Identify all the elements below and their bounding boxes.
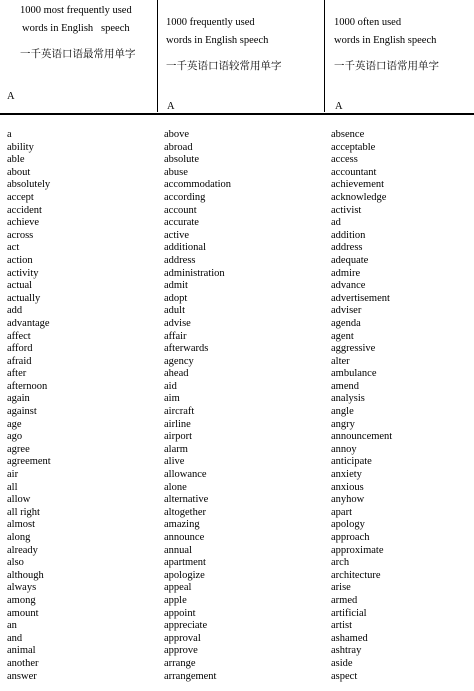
word-item: agency — [164, 355, 194, 367]
word-item: arch — [331, 557, 350, 569]
word-item: abroad — [164, 141, 193, 153]
header-english-line2: words in English speech — [166, 35, 269, 46]
word-item: alter — [331, 355, 350, 367]
section-letter: A — [335, 101, 343, 112]
word-item: achieve — [7, 217, 40, 229]
word-item: account — [164, 204, 197, 216]
word-item: abuse — [164, 166, 188, 178]
word-item: access — [331, 154, 358, 166]
word-item: afternoon — [7, 380, 48, 392]
word-item: advantage — [7, 317, 50, 329]
column-header-often — [334, 14, 472, 76]
word-item: aspect — [331, 670, 358, 682]
word-item: announcement — [331, 431, 393, 443]
word-item: ashtray — [331, 645, 362, 657]
word-item: allow — [7, 494, 31, 506]
word-item: address — [331, 242, 363, 254]
header-english-line1: 1000 most frequently used — [20, 5, 132, 16]
word-item: arise — [331, 582, 351, 594]
header-chinese: 一千英语口语较常用单字 — [166, 61, 282, 72]
header-english-line2: words in English speech — [334, 35, 437, 46]
word-item: ashamed — [331, 632, 368, 644]
word-item: airline — [164, 418, 191, 430]
word-item: apology — [331, 519, 365, 531]
header-english-line2: words in English speech — [22, 23, 130, 34]
word-item: alone — [164, 481, 187, 493]
word-item: again — [7, 393, 30, 405]
word-item: adult — [164, 305, 185, 317]
word-item: airport — [164, 431, 192, 443]
word-item: although — [7, 569, 44, 581]
word-item: a — [7, 129, 12, 140]
word-item: administration — [164, 267, 225, 279]
word-item: absolutely — [7, 179, 51, 191]
word-item: architecture — [331, 569, 381, 581]
word-item: addition — [331, 229, 366, 241]
word-item: approach — [331, 532, 370, 543]
word-item: air — [7, 469, 19, 481]
word-item: an — [7, 620, 17, 632]
word-item: adopt — [164, 292, 188, 304]
word-item: aim — [164, 393, 180, 405]
word-item: actual — [7, 280, 33, 292]
word-item: approximate — [331, 544, 384, 556]
word-item: annoy — [331, 443, 357, 455]
word-item: action — [7, 254, 33, 266]
word-column-often — [331, 129, 392, 683]
header-english-line1: 1000 often used — [334, 17, 402, 28]
word-item: among — [7, 594, 36, 606]
word-item: afford — [7, 343, 33, 355]
word-item: act — [7, 242, 20, 254]
word-item: alive — [164, 456, 185, 468]
word-item: across — [7, 229, 34, 241]
word-item: acceptable — [331, 141, 376, 153]
column-header-frequent — [166, 14, 322, 76]
word-item: almost — [7, 519, 35, 531]
word-item: age — [7, 418, 22, 430]
word-item: apartment — [164, 557, 206, 569]
word-item: arrange — [164, 657, 196, 669]
word-item: ambulance — [331, 368, 377, 380]
word-column-frequent — [164, 129, 231, 683]
word-item: actually — [7, 292, 41, 304]
word-item: against — [7, 406, 37, 418]
word-item: acknowledge — [331, 191, 387, 203]
word-item: adviser — [331, 305, 362, 317]
word-item: ad — [331, 217, 341, 229]
word-item: accept — [7, 191, 34, 203]
word-item: animal — [7, 645, 36, 657]
word-item: active — [164, 229, 190, 241]
word-item: admit — [164, 280, 188, 292]
word-item: accountant — [331, 166, 377, 178]
section-letter: A — [167, 101, 175, 112]
word-item: according — [164, 191, 206, 203]
word-item: amount — [7, 607, 39, 619]
word-column-most-frequent — [7, 129, 51, 683]
word-item: absolute — [164, 154, 199, 166]
word-item: announce — [164, 532, 205, 543]
word-item: about — [7, 166, 31, 178]
word-item: armed — [331, 594, 358, 606]
word-item: all right — [7, 506, 40, 518]
word-item: analysis — [331, 393, 365, 405]
word-item: already — [7, 544, 38, 556]
word-item: anyhow — [331, 494, 365, 506]
word-item: allowance — [164, 469, 207, 481]
word-item: appoint — [164, 607, 196, 619]
word-item: affect — [7, 330, 31, 342]
word-item: artist — [331, 620, 352, 632]
word-item: arrangement — [164, 670, 217, 682]
word-item: another — [7, 657, 39, 669]
column-divider-right — [324, 0, 325, 112]
word-item: adequate — [331, 254, 369, 266]
header-chinese: 一千英语口语最常用单字 — [20, 49, 136, 60]
word-item: able — [7, 154, 25, 166]
word-item: accurate — [164, 217, 199, 229]
word-item: ability — [7, 141, 34, 153]
header-chinese: 一千英语口语常用单字 — [334, 61, 439, 72]
word-item: appreciate — [164, 620, 208, 632]
word-item: add — [7, 305, 23, 317]
word-item: anxiety — [331, 469, 362, 481]
word-item: activity — [7, 267, 39, 279]
word-item: agent — [331, 330, 354, 342]
word-item: accident — [7, 204, 42, 216]
word-item: above — [164, 129, 190, 140]
word-item: apart — [331, 506, 352, 518]
word-item: agreement — [7, 456, 51, 468]
word-item: afraid — [7, 355, 32, 367]
word-item: aircraft — [164, 406, 195, 418]
word-item: angle — [331, 406, 354, 418]
word-item: amend — [331, 380, 359, 392]
word-item: angry — [331, 418, 355, 430]
word-item: ahead — [164, 368, 189, 380]
word-item: anxious — [331, 481, 364, 493]
word-item: alternative — [164, 494, 209, 506]
column-divider-left — [157, 0, 158, 112]
word-item: amazing — [164, 519, 200, 531]
word-item: altogether — [164, 506, 206, 518]
word-item: always — [7, 582, 37, 594]
word-item: all — [7, 481, 18, 493]
word-item: aside — [331, 657, 353, 669]
word-item: affair — [164, 330, 187, 342]
word-item: accommodation — [164, 179, 232, 191]
word-item: advertisement — [331, 292, 390, 304]
word-item: ago — [7, 431, 23, 443]
header-english-line1: 1000 frequently used — [166, 17, 255, 28]
word-item: afterwards — [164, 343, 209, 355]
word-item: agenda — [331, 317, 361, 329]
word-item: agree — [7, 443, 30, 455]
word-item: approve — [164, 645, 198, 657]
word-item: aid — [164, 380, 177, 392]
word-item: artificial — [331, 607, 367, 619]
word-item: anticipate — [331, 456, 372, 468]
column-header-most-frequent — [20, 2, 156, 64]
word-item: along — [7, 532, 31, 543]
word-item: apologize — [164, 569, 205, 581]
word-item: advance — [331, 280, 366, 292]
word-item: annual — [164, 544, 192, 556]
word-item: and — [7, 632, 23, 644]
word-item: absence — [331, 129, 365, 140]
word-item: admire — [331, 267, 361, 279]
word-item: aggressive — [331, 343, 376, 355]
word-item: also — [7, 557, 24, 569]
word-item: activist — [331, 204, 362, 216]
header-rule — [0, 113, 474, 115]
word-item: achievement — [331, 179, 385, 191]
word-item: after — [7, 368, 27, 380]
word-item: advise — [164, 317, 191, 329]
section-letter: A — [7, 91, 15, 102]
word-item: address — [164, 254, 196, 266]
word-item: answer — [7, 670, 37, 682]
word-item: apple — [164, 594, 187, 606]
word-item: alarm — [164, 443, 188, 455]
word-item: additional — [164, 242, 206, 254]
word-item: appeal — [164, 582, 192, 594]
word-item: approval — [164, 632, 201, 644]
